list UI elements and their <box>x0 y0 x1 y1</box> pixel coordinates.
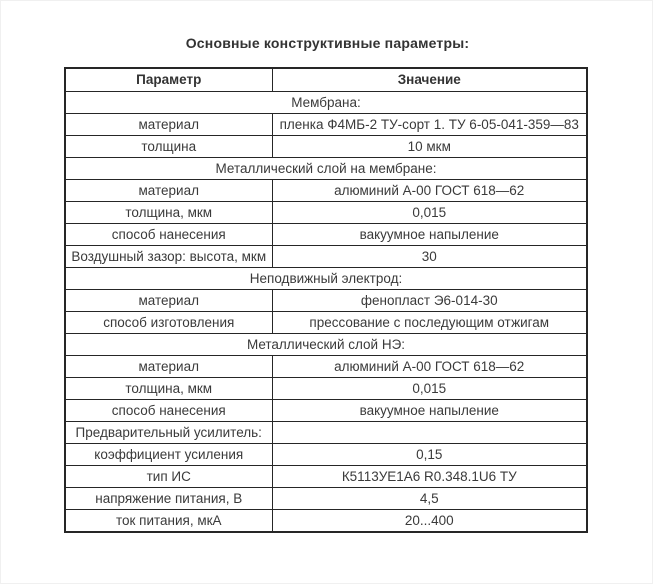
parameter-cell: толщина <box>65 136 272 158</box>
parameters-table-body <box>65 92 587 533</box>
parameter-cell: материал <box>65 180 272 202</box>
value-cell: 4,5 <box>272 488 587 510</box>
parameter-cell: материал <box>65 356 272 378</box>
parameter-cell: Предварительный усилитель: <box>65 422 272 444</box>
section-label: Неподвижный электрод: <box>65 268 587 290</box>
section-row <box>65 158 587 180</box>
column-header-value: Значение <box>272 68 587 92</box>
header-row <box>65 68 587 92</box>
parameter-cell: толщина, мкм <box>65 202 272 224</box>
section-label: Металлический слой на мембране: <box>65 158 587 180</box>
parameter-cell: материал <box>65 114 272 136</box>
table-row <box>65 290 587 312</box>
parameter-cell: тип ИС <box>65 466 272 488</box>
value-cell: 0,15 <box>272 444 587 466</box>
table-row <box>65 378 587 400</box>
section-label: Металлический слой НЭ: <box>65 334 587 356</box>
table-row <box>65 114 587 136</box>
parameter-cell: Воздушный зазор: высота, мкм <box>65 246 272 268</box>
table-row <box>65 422 587 444</box>
parameters-table-header <box>65 68 587 92</box>
parameter-cell: ток питания, мкА <box>65 510 272 533</box>
table-row <box>65 466 587 488</box>
parameter-cell: напряжение питания, В <box>65 488 272 510</box>
table-row <box>65 400 587 422</box>
value-cell: К5113УЕ1А6 R0.348.1U6 ТУ <box>272 466 587 488</box>
table-row <box>65 510 587 533</box>
value-cell: фенопласт Э6-014-30 <box>272 290 587 312</box>
column-header-parameter: Параметр <box>65 68 272 92</box>
value-cell: прессование с последующим отжигам <box>272 312 587 334</box>
value-cell: вакуумное напыление <box>272 224 587 246</box>
value-cell: 0,015 <box>272 202 587 224</box>
section-row <box>65 92 587 114</box>
parameter-cell: способ нанесения <box>65 400 272 422</box>
parameter-cell: материал <box>65 290 272 312</box>
section-row <box>65 268 587 290</box>
table-row <box>65 246 587 268</box>
table-row <box>65 224 587 246</box>
parameters-table <box>64 67 588 533</box>
value-cell: алюминий А-00 ГОСТ 618—62 <box>272 356 587 378</box>
table-row <box>65 136 587 158</box>
table-row <box>65 356 587 378</box>
value-cell: 10 мкм <box>272 136 587 158</box>
parameter-cell: способ нанесения <box>65 224 272 246</box>
table-row <box>65 312 587 334</box>
table-row <box>65 488 587 510</box>
parameter-cell: толщина, мкм <box>65 378 272 400</box>
value-cell: вакуумное напыление <box>272 400 587 422</box>
value-cell: 30 <box>272 246 587 268</box>
value-cell: пленка Ф4МБ-2 ТУ-сорт 1. ТУ 6-05-041-359—83 <box>272 114 587 136</box>
parameter-cell: способ изготовления <box>65 312 272 334</box>
value-cell <box>272 422 587 444</box>
page-title: Основные конструктивные параметры: <box>185 35 470 51</box>
parameter-cell: коэффициент усиления <box>65 444 272 466</box>
table-row <box>65 180 587 202</box>
table-row <box>65 202 587 224</box>
value-cell: 0,015 <box>272 378 587 400</box>
table-row <box>65 444 587 466</box>
value-cell: 20...400 <box>272 510 587 533</box>
section-row <box>65 334 587 356</box>
value-cell: алюминий А-00 ГОСТ 618—62 <box>272 180 587 202</box>
section-label: Мембрана: <box>65 92 587 114</box>
